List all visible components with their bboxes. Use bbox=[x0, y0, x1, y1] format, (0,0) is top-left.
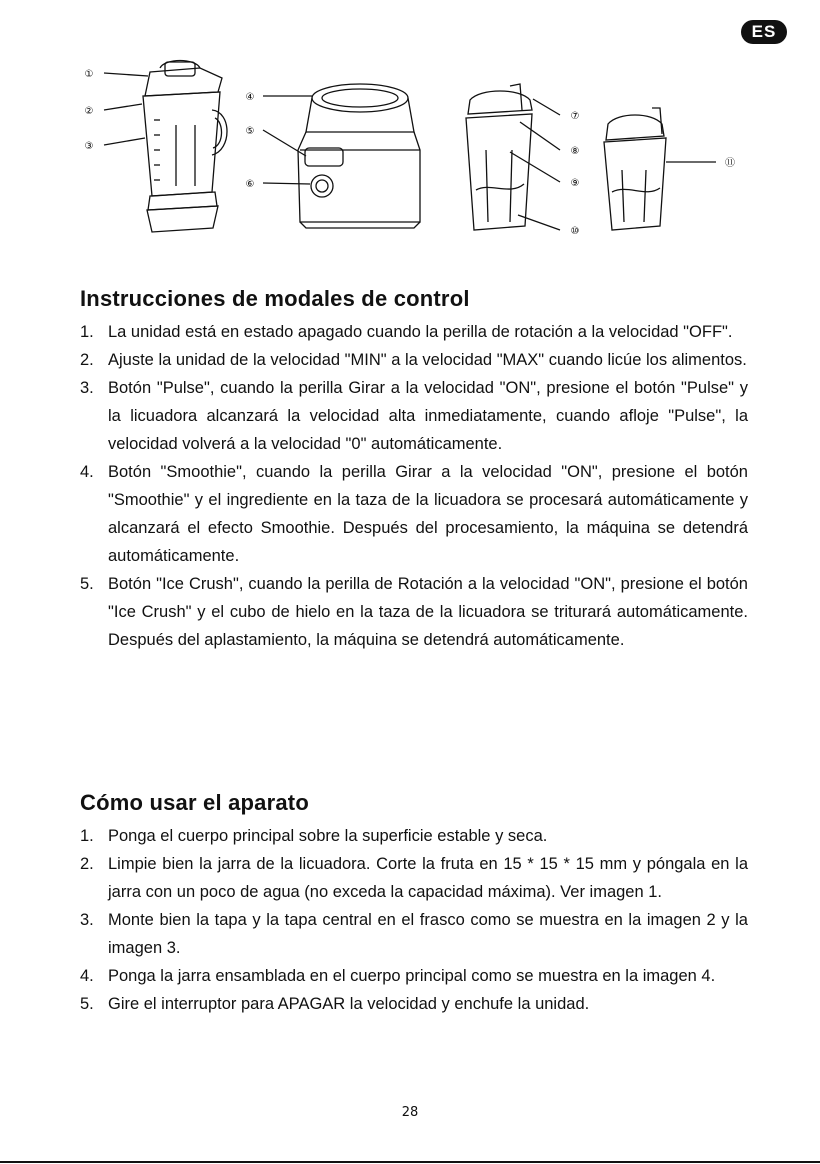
motor-base-illustration bbox=[298, 84, 420, 228]
callout-9: ⑨ bbox=[570, 178, 580, 189]
callout-1: ① bbox=[84, 69, 94, 80]
language-badge: ES bbox=[741, 20, 787, 44]
section-title-control-modes: Instrucciones de modales de control bbox=[80, 286, 470, 311]
callout-3: ③ bbox=[84, 141, 94, 152]
list-item: 1. Ponga el cuerpo principal sobre la superficie estable y seca. bbox=[80, 827, 548, 845]
how-to-use-list bbox=[80, 822, 748, 1018]
callout-5: ⑤ bbox=[245, 126, 255, 137]
list-item: 2. Ajuste la unidad de la velocidad "MIN" a la velocidad "MAX" cuando licúe los alimentos. bbox=[80, 351, 747, 369]
callout-11: ⑪ bbox=[725, 158, 735, 169]
section-title-how-to-use: Cómo usar el aparato bbox=[80, 790, 309, 815]
list-item: 4. Botón "Smoothie", cuando la perilla Girar a la velocidad "ON", presione el botón "Smoothie" y el ingrediente en la taza de la licuadora se procesará automáticamente y alcanzará el efecto Smoothie. Después del procesamiento, la máquina se detendrá automáticamente. bbox=[80, 463, 748, 565]
control-modes-list bbox=[80, 318, 748, 654]
short-cup-illustration bbox=[604, 108, 666, 230]
list-item: 5. Botón "Ice Crush", cuando la perilla de Rotación a la velocidad "ON", presione el botón "Ice Crush" y el cubo de hielo en la taza de la licuadora se triturará automáticamente. Después del aplastamiento, la máquina se detendrá automáticamente. bbox=[80, 575, 748, 649]
blender-jar-illustration bbox=[143, 61, 227, 233]
page-number: 28 bbox=[401, 1105, 419, 1120]
callout-7: ⑦ bbox=[570, 111, 580, 122]
list-item: 3. Monte bien la tapa y la tapa central en el frasco como se muestra en la imagen 2 y la imagen 3. bbox=[80, 911, 748, 957]
callout-4: ④ bbox=[245, 92, 255, 103]
list-item: 1. La unidad está en estado apagado cuando la perilla de rotación a la velocidad "OFF". bbox=[80, 323, 733, 341]
callout-10: ⑩ bbox=[570, 226, 580, 237]
blender-parts-figure bbox=[0, 0, 820, 270]
tall-cup-illustration bbox=[466, 84, 532, 230]
callout-8: ⑧ bbox=[570, 146, 580, 157]
callout-2: ② bbox=[84, 106, 94, 117]
list-item: 2. Limpie bien la jarra de la licuadora. Corte la fruta en 15 * 15 * 15 mm y póngala en la jarra con un poco de agua (no exceda la capacidad máxima). Ver imagen 1. bbox=[80, 855, 748, 901]
list-item: 3. Botón "Pulse", cuando la perilla Girar a la velocidad "ON", presione el botón "Pulse" y la licuadora alcanzará la velocidad alta inmediatamente, cuando afloje "Pulse", la velocidad volverá a la velocidad "0" automáticamente. bbox=[80, 379, 748, 453]
list-item: 4. Ponga la jarra ensamblada en el cuerpo principal como se muestra en la imagen 4. bbox=[80, 967, 716, 985]
list-item: 5. Gire el interruptor para APAGAR la velocidad y enchufe la unidad. bbox=[80, 995, 590, 1013]
bottom-rule bbox=[0, 1161, 820, 1163]
callout-6: ⑥ bbox=[245, 179, 255, 190]
